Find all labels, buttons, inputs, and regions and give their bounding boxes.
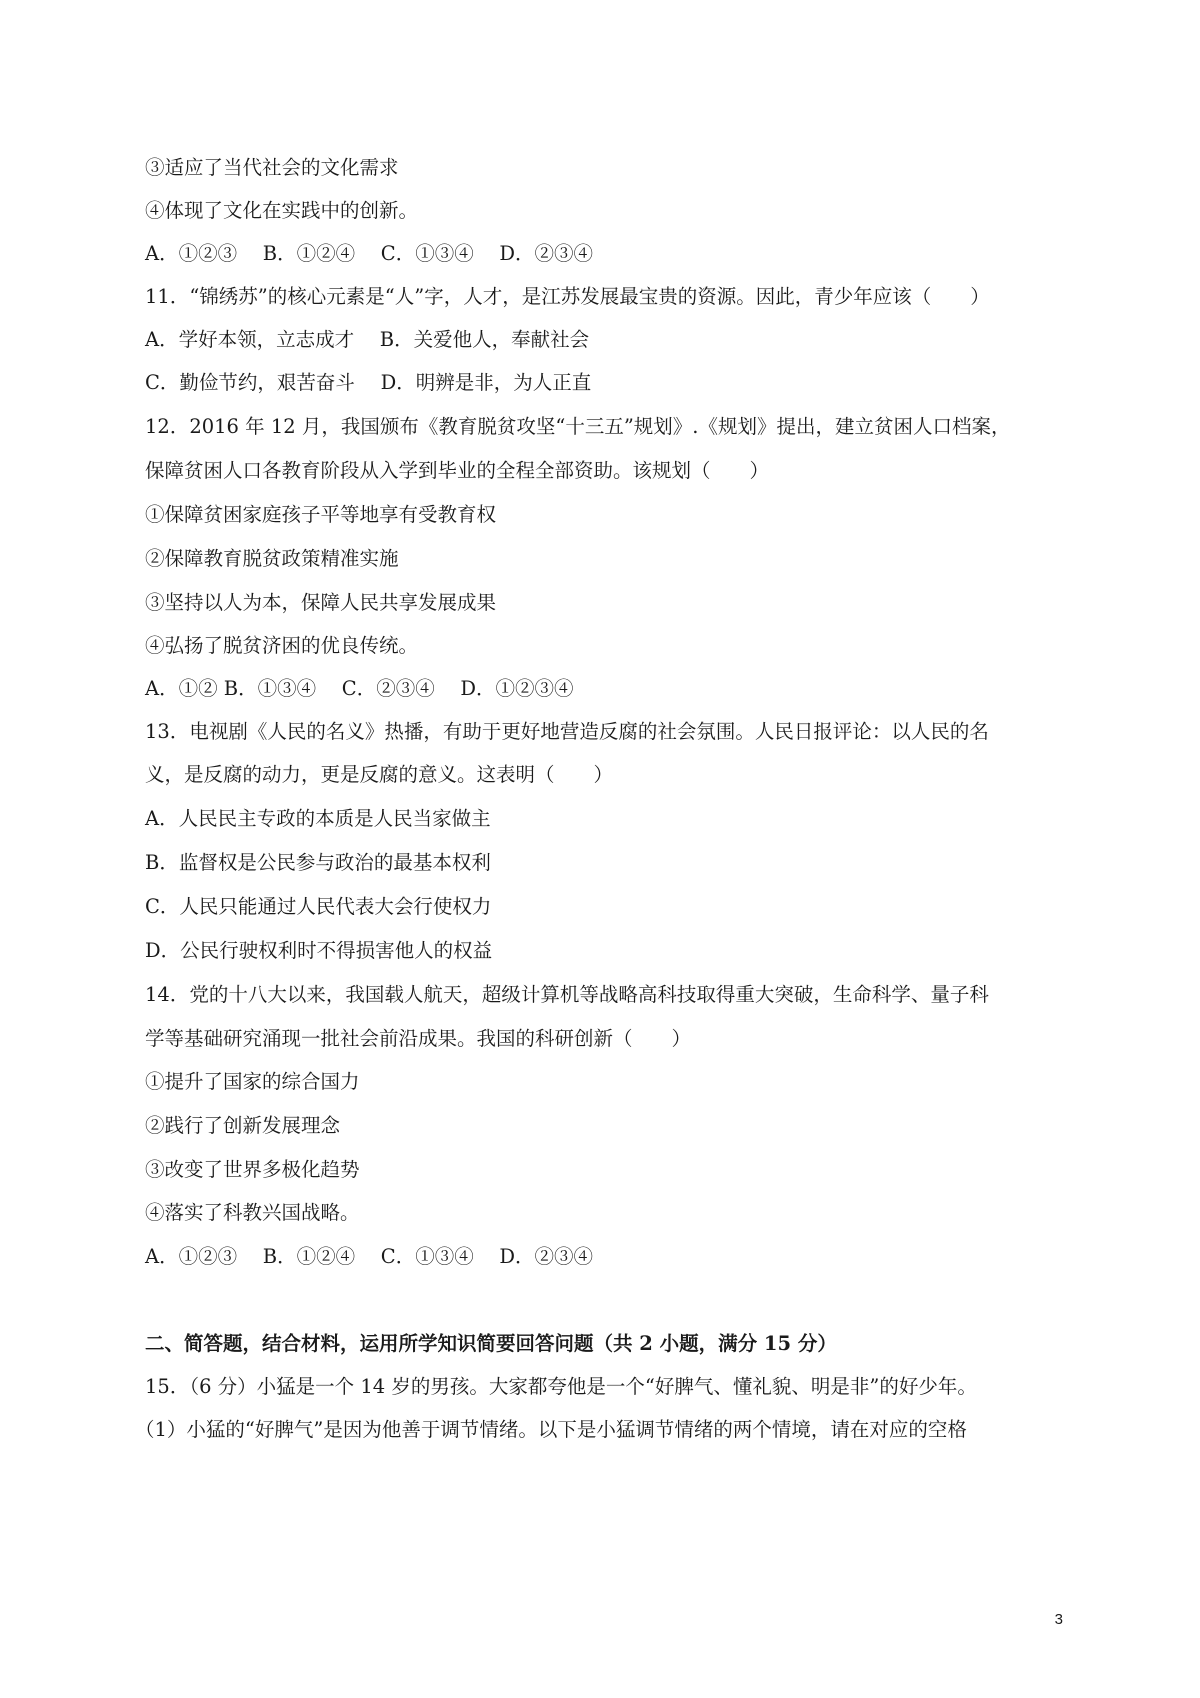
line-20: 14．党的十八大以来，我国载人航天，超级计算机等战略高科技取得重大突破，生命科学、量子科 bbox=[145, 983, 989, 1006]
line-8: 保障贫困人口各教育阶段从入学到毕业的全程全部资助。该规划（ ） bbox=[145, 459, 770, 482]
line-25: ④落实了科教兴国战略。 bbox=[145, 1201, 360, 1224]
section-heading: 二、简答题，结合材料，运用所学知识简要回答问题（共 2 小题，满分 15 分） bbox=[145, 1332, 837, 1355]
line-17: B．监督权是公民参与政治的最基本权利 bbox=[145, 851, 491, 874]
line-12: ④弘扬了脱贫济困的优良传统。 bbox=[145, 634, 419, 657]
line-15: 义，是反腐的动力，更是反腐的意义。这表明（ ） bbox=[145, 763, 614, 786]
line-22: ①提升了国家的综合国力 bbox=[145, 1070, 360, 1093]
line-5: A．学好本领，立志成才 B．关爱他人，奉献社会 bbox=[145, 328, 590, 351]
line-9: ①保障贫困家庭孩子平等地享有受教育权 bbox=[145, 503, 497, 526]
line-14: 13．电视剧《人民的名义》热播，有助于更好地营造反腐的社会氛围。人民日报评论：以人民的名 bbox=[145, 720, 989, 743]
line-10: ②保障教育脱贫政策精准实施 bbox=[145, 547, 399, 570]
line-7: 12．2016 年 12 月，我国颁布《教育脱贫攻坚“十三五”规划》.《规划》提出，建立贫困人口档案， bbox=[145, 415, 1011, 438]
line-21: 学等基础研究涌现一批社会前沿成果。我国的科研创新（ ） bbox=[145, 1027, 692, 1050]
line-16: A．人民民主专政的本质是人民当家做主 bbox=[145, 807, 491, 830]
page-number: 3 bbox=[1054, 1611, 1063, 1628]
line-4: 11．“锦绣苏”的核心元素是“人”字，人才，是江苏发展最宝贵的资源。因此，青少年应该（ ） bbox=[145, 285, 990, 308]
line-3: A．①②③ B．①②④ C．①③④ D．②③④ bbox=[145, 242, 594, 265]
line-11: ③坚持以人为本，保障人民共享发展成果 bbox=[145, 591, 497, 614]
line-1: ③适应了当代社会的文化需求 bbox=[145, 156, 399, 179]
line-23: ②践行了创新发展理念 bbox=[145, 1114, 341, 1137]
line-24: ③改变了世界多极化趋势 bbox=[145, 1158, 360, 1181]
question-15-stem: 15．（6 分）小猛是一个 14 岁的男孩。大家都夸他是一个“好脾气、懂礼貌、明是非”的好少年。 bbox=[145, 1375, 977, 1398]
question-15-part1: （1）小猛的“好脾气”是因为他善于调节情绪。以下是小猛调节情绪的两个情境，请在对应的空格 bbox=[135, 1418, 967, 1441]
line-26: A．①②③ B．①②④ C．①③④ D．②③④ bbox=[145, 1245, 594, 1268]
line-19: D．公民行驶权利时不得损害他人的权益 bbox=[145, 939, 493, 962]
line-18: C．人民只能通过人民代表大会行使权力 bbox=[145, 895, 492, 918]
line-2: ④体现了文化在实践中的创新。 bbox=[145, 199, 419, 222]
line-6: C．勤俭节约，艰苦奋斗 D．明辨是非，为人正直 bbox=[145, 371, 592, 394]
line-13: A．①② B．①③④ C．②③④ D．①②③④ bbox=[145, 677, 574, 700]
